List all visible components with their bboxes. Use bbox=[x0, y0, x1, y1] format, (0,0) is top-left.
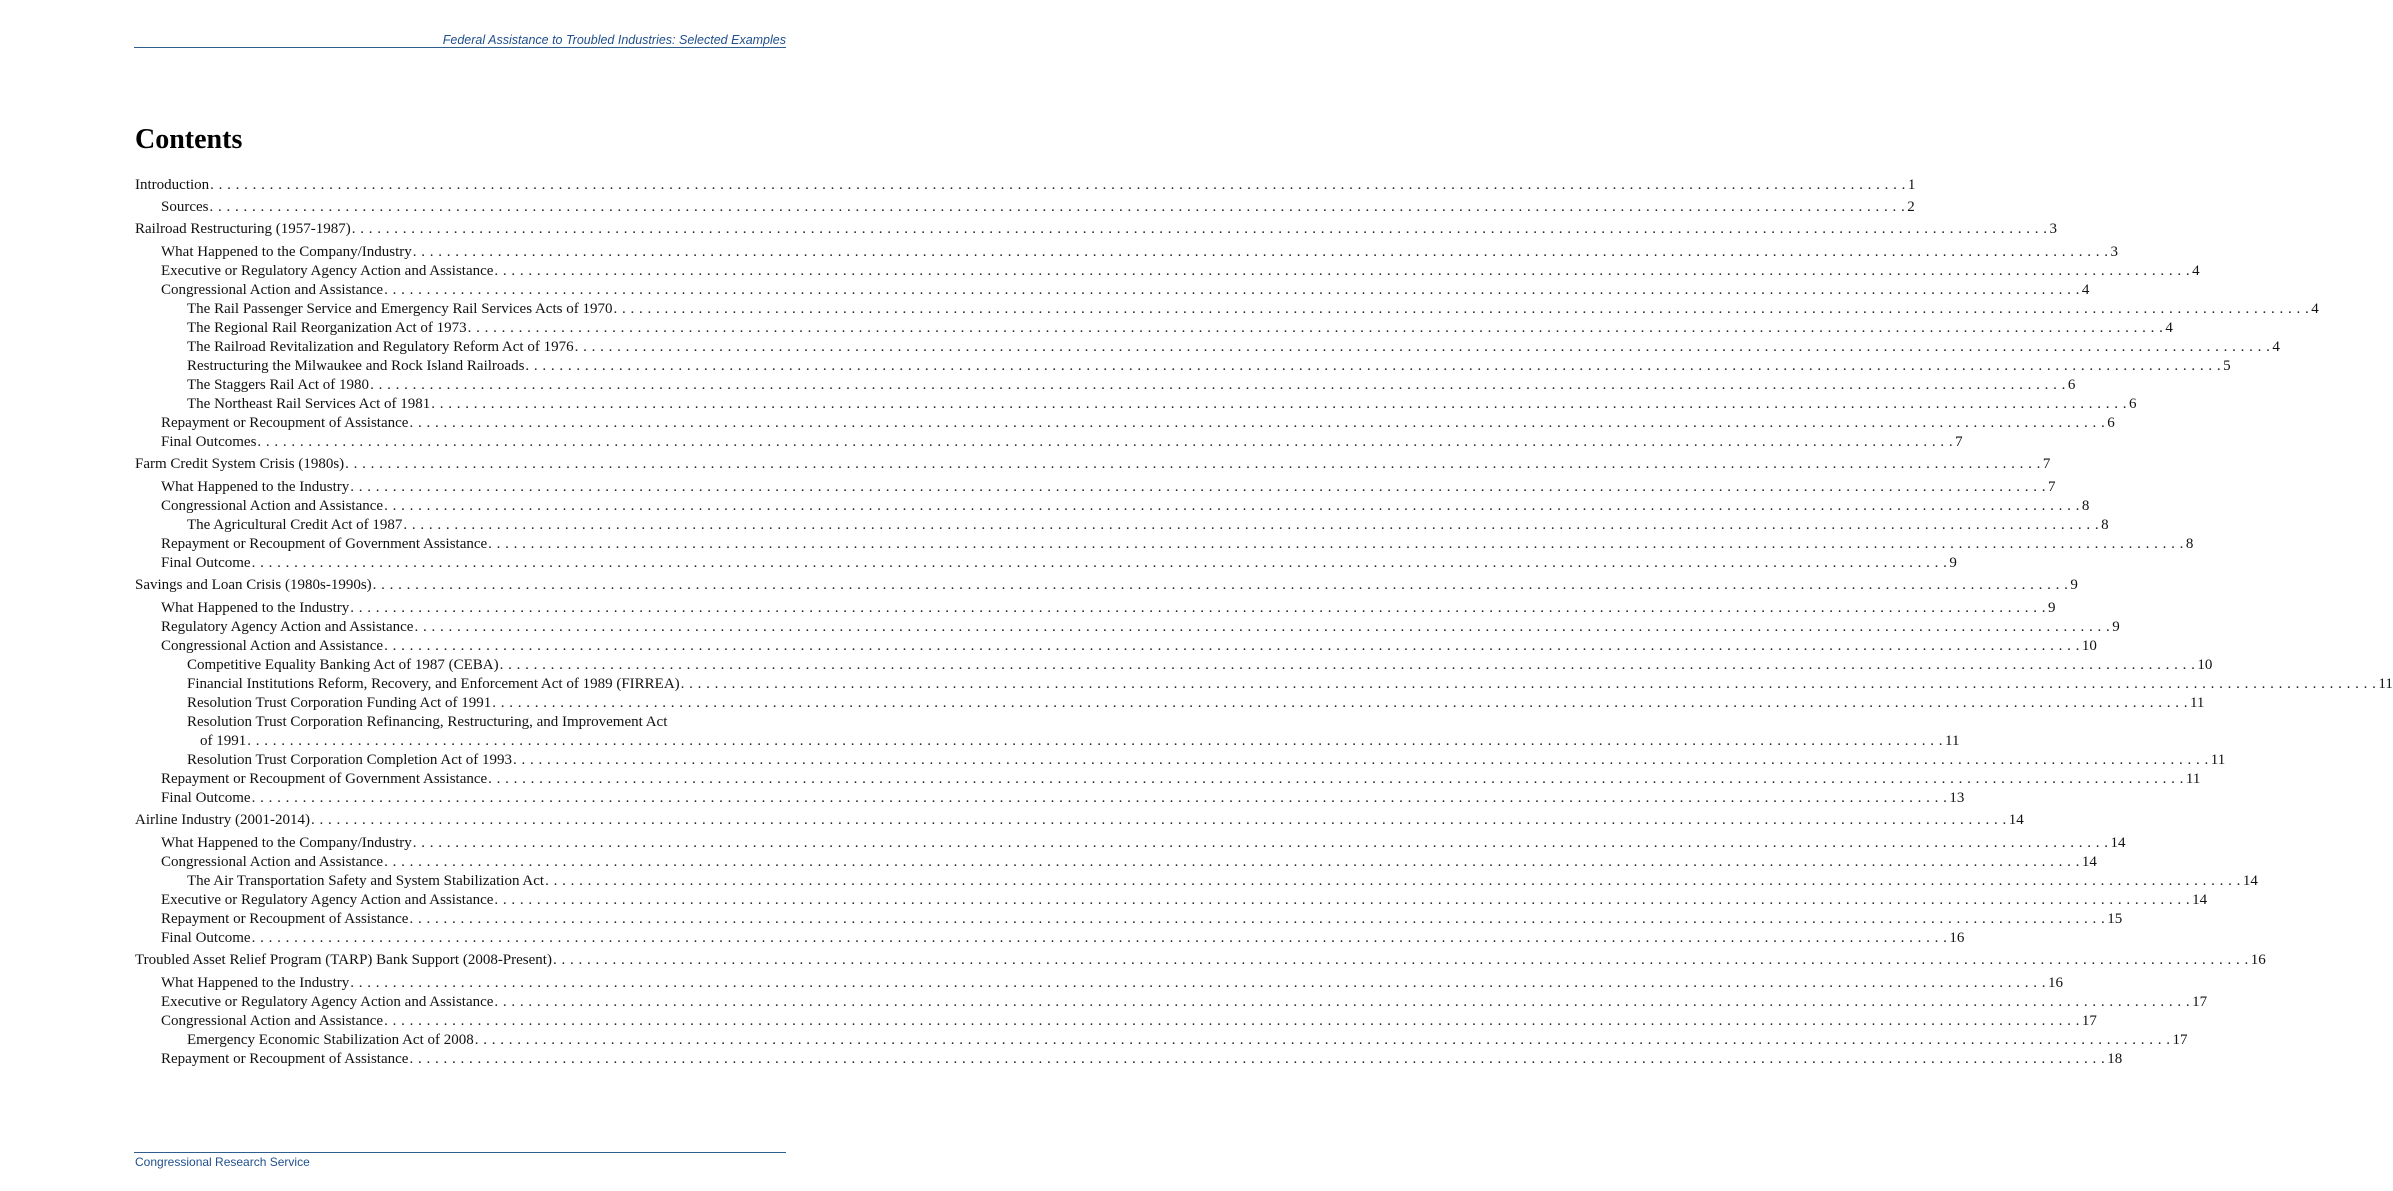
toc-entry-label: Resolution Trust Corporation Completion Act of 1993 bbox=[135, 752, 513, 769]
toc-entry-page-number: 16 bbox=[2250, 952, 2266, 968]
dot-leader: . . . . . . . . . . . . . . . . . . . . . . . . . . . . . . . . . . . . . . . . . . . . . . . . . . . . . . . . . . . . . . . . . . . . . . . . . . . . . . . . . . . . . . . . . . . . . . . . . . . . . . . . . . . . . . . . . . . . . . . . . . . . . . . . . . . . . . . . . . . . . . . . . . . . . . . . . . . . . . . . . . . . . . . . . . . . . . . . . . . . . . . . . . . . . . . . . . . . . . . . bbox=[384, 854, 2080, 870]
toc-entry[interactable] bbox=[135, 477, 2056, 496]
dot-leader: . . . . . . . . . . . . . . . . . . . . . . . . . . . . . . . . . . . . . . . . . . . . . . . . . . . . . . . . . . . . . . . . . . . . . . . . . . . . . . . . . . . . . . . . . . . . . . . . . . . . . . . . . . . . . . . . . . . . . . . . . . . . . . . . . . . . . . . . . . . . . . . . . . . . . . . . . . . . . . . . . . . . . . . . . . . . . . . . . . . . . . . . . . . . . . . . . . . . . . . . bbox=[499, 657, 2196, 673]
toc-entry-page-number: 4 bbox=[2081, 282, 2090, 298]
dot-leader: . . . . . . . . . . . . . . . . . . . . . . . . . . . . . . . . . . . . . . . . . . . . . . . . . . . . . . . . . . . . . . . . . . . . . . . . . . . . . . . . . . . . . . . . . . . . . . . . . . . . . . . . . . . . . . . . . . . . . . . . . . . . . . . . . . . . . . . . . . . . . . . . . . . . . . . . . . . . . . . . . . . . . . . . . . . . . . . . . . . . . . . . . . . . . . . . . . . . . . . . bbox=[350, 975, 2047, 991]
dot-leader: . . . . . . . . . . . . . . . . . . . . . . . . . . . . . . . . . . . . . . . . . . . . . . . . . . . . . . . . . . . . . . . . . . . . . . . . . . . . . . . . . . . . . . . . . . . . . . . . . . . . . . . . . . . . . . . . . . . . . . . . . . . . . . . . . . . . . . . . . . . . . . . . . . . . . . . . . . . . . . . . . . . . . . . . . . . . . . . . . . . . . . . . . . . . . . . . . . . . . . . . bbox=[384, 498, 2080, 514]
toc-entry-page-number: 8 bbox=[2081, 498, 2090, 514]
toc-entry-label: Resolution Trust Corporation Funding Act of 1991 bbox=[135, 695, 492, 712]
toc-entry-label: Repayment or Recoupment of Assistance bbox=[135, 415, 409, 432]
toc-entry[interactable] bbox=[135, 394, 2137, 413]
dot-leader: . . . . . . . . . . . . . . . . . . . . . . . . . . . . . . . . . . . . . . . . . . . . . . . . . . . . . . . . . . . . . . . . . . . . . . . . . . . . . . . . . . . . . . . . . . . . . . . . . . . . . . . . . . . . . . . . . . . . . . . . . . . . . . . . . . . . . . . . . . . . . . . . . . . . . . . . . . . . . . . . . . . . . . . . . . . . . . . . . . . . . . . . . . . . . . . . . . . . . . . . bbox=[409, 911, 2106, 927]
toc-entry-label: Troubled Asset Relief Program (TARP) Bank Support (2008-Present) bbox=[135, 952, 552, 968]
toc-entry-page-number: 17 bbox=[2081, 1013, 2097, 1029]
dot-leader: . . . . . . . . . . . . . . . . . . . . . . . . . . . . . . . . . . . . . . . . . . . . . . . . . . . . . . . . . . . . . . . . . . . . . . . . . . . . . . . . . . . . . . . . . . . . . . . . . . . . . . . . . . . . . . . . . . . . . . . . . . . . . . . . . . . . . . . . . . . . . . . . . . . . . . . . . . . . . . . . . . . . . . . . . . . . . . . . . . . . . . . . . . . . . . . . . . . . . . . . bbox=[384, 282, 2080, 298]
dot-leader: . . . . . . . . . . . . . . . . . . . . . . . . . . . . . . . . . . . . . . . . . . . . . . . . . . . . . . . . . . . . . . . . . . . . . . . . . . . . . . . . . . . . . . . . . . . . . . . . . . . . . . . . . . . . . . . . . . . . . . . . . . . . . . . . . . . . . . . . . . . . . . . . . . . . . . . . . . . . . . . . . . . . . . . . . . . . . . . . . . . . . . . . . . . . . . . . . . . . . . . . bbox=[414, 619, 2111, 635]
toc-entry-page-number: 4 bbox=[2311, 301, 2319, 317]
dot-leader: . . . . . . . . . . . . . . . . . . . . . . . . . . . . . . . . . . . . . . . . . . . . . . . . . . . . . . . . . . . . . . . . . . . . . . . . . . . . . . . . . . . . . . . . . . . . . . . . . . . . . . . . . . . . . . . . . . . . . . . . . . . . . . . . . . . . . . . . . . . . . . . . . . . . . . . . . . . . . . . . . . . . . . . . . . . . . . . . . . . . . . . . . . . . . . . . . . . . . . . . bbox=[412, 835, 2109, 851]
toc-entry[interactable] bbox=[135, 356, 2231, 375]
dot-leader: . . . . . . . . . . . . . . . . . . . . . . . . . . . . . . . . . . . . . . . . . . . . . . . . . . . . . . . . . . . . . . . . . . . . . . . . . . . . . . . . . . . . . . . . . . . . . . . . . . . . . . . . . . . . . . . . . . . . . . . . . . . . . . . . . . . . . . . . . . . . . . . . . . . . . . . . . . . . . . . . . . . . . . . . . . . . . . . . . . . . . . . . . . . . . . . . . . . . . . . . bbox=[513, 752, 2209, 768]
toc-entry[interactable] bbox=[135, 871, 2258, 890]
dot-leader: . . . . . . . . . . . . . . . . . . . . . . . . . . . . . . . . . . . . . . . . . . . . . . . . . . . . . . . . . . . . . . . . . . . . . . . . . . . . . . . . . . . . . . . . . . . . . . . . . . . . . . . . . . . . . . . . . . . . . . . . . . . . . . . . . . . . . . . . . . . . . . . . . . . . . . . . . . . . . . . . . . . . . . . . . . . . . . . . . . . . . . . . . . . . . . . . . . . . . . . . bbox=[552, 952, 2249, 968]
toc-entry[interactable] bbox=[135, 197, 1915, 216]
toc-entry-label: Repayment or Recoupment of Government Assistance bbox=[135, 536, 488, 553]
toc-entry-label: What Happened to the Company/Industry bbox=[135, 244, 413, 261]
toc-entry-label: Emergency Economic Stabilization Act of 2008 bbox=[135, 1032, 475, 1049]
toc-entry-page-number: 14 bbox=[2242, 873, 2258, 889]
dot-leader: . . . . . . . . . . . . . . . . . . . . . . . . . . . . . . . . . . . . . . . . . . . . . . . . . . . . . . . . . . . . . . . . . . . . . . . . . . . . . . . . . . . . . . . . . . . . . . . . . . . . . . . . . . . . . . . . . . . . . . . . . . . . . . . . . . . . . . . . . . . . . . . . . . . . . . . . . . . . . . . . . . . . . . . . . . . . . . . . . . . . . . . . . . . . . . . . . . . . . . . . bbox=[412, 244, 2109, 260]
toc-entry-page-number: 10 bbox=[2081, 638, 2097, 654]
toc-entry-label: Sources bbox=[135, 199, 210, 216]
dot-leader: . . . . . . . . . . . . . . . . . . . . . . . . . . . . . . . . . . . . . . . . . . . . . . . . . . . . . . . . . . . . . . . . . . . . . . . . . . . . . . . . . . . . . . . . . . . . . . . . . . . . . . . . . . . . . . . . . . . . . . . . . . . . . . . . . . . . . . . . . . . . . . . . . . . . . . . . . . . . . . . . . . . . . . . . . . . . . . . . . . . . . . . . . . . . . . . . . . . . . . . . bbox=[494, 892, 2191, 908]
toc-entry-label: Congressional Action and Assistance bbox=[135, 854, 384, 871]
dot-leader: . . . . . . . . . . . . . . . . . . . . . . . . . . . . . . . . . . . . . . . . . . . . . . . . . . . . . . . . . . . . . . . . . . . . . . . . . . . . . . . . . . . . . . . . . . . . . . . . . . . . . . . . . . . . . . . . . . . . . . . . . . . . . . . . . . . . . . . . . . . . . . . . . . . . . . . . . . . . . . . . . . . . . . . . . . . . . . . . . . . . . . . . . . . . . . . . . . . . . . . . bbox=[403, 517, 2100, 533]
toc-entry[interactable] bbox=[135, 175, 1916, 194]
header-rule bbox=[134, 47, 786, 48]
toc-entry[interactable] bbox=[135, 890, 2208, 909]
toc-entry-label: What Happened to the Industry bbox=[135, 600, 350, 617]
dot-leader: . . . . . . . . . . . . . . . . . . . . . . . . . . . . . . . . . . . . . . . . . . . . . . . . . . . . . . . . . . . . . . . . . . . . . . . . . . . . . . . . . . . . . . . . . . . . . . . . . . . . . . . . . . . . . . . . . . . . . . . . . . . . . . . . . . . . . . . . . . . . . . . . . . . . . . . . . . . . . . . . . . . . . . . . . . . . . . . . . . . . . . . . . . . . . . . . . . . . . . . . bbox=[494, 263, 2191, 279]
toc-entry[interactable] bbox=[135, 337, 2280, 356]
dot-leader: . . . . . . . . . . . . . . . . . . . . . . . . . . . . . . . . . . . . . . . . . . . . . . . . . . . . . . . . . . . . . . . . . . . . . . . . . . . . . . . . . . . . . . . . . . . . . . . . . . . . . . . . . . . . . . . . . . . . . . . . . . . . . . . . . . . . . . . . . . . . . . . . . . . . . . . . . . . . . . . . . . . . . . . . . . . . . . . . . . . . . . . . . . . . . . . . . . . . . . . . bbox=[251, 790, 1948, 806]
toc-entry[interactable] bbox=[135, 750, 2226, 769]
toc-entry-page-number: 17 bbox=[2172, 1032, 2188, 1048]
dot-leader: . . . . . . . . . . . . . . . . . . . . . . . . . . . . . . . . . . . . . . . . . . . . . . . . . . . . . . . . . . . . . . . . . . . . . . . . . . . . . . . . . . . . . . . . . . . . . . . . . . . . . . . . . . . . . . . . . . . . . . . . . . . . . . . . . . . . . . . . . . . . . . . . . . . . . . . . . . . . . . . . . . . . . . . . . . . . . . . . . . . . . . . . . . . . . . . . . . . . . . . . bbox=[488, 536, 2184, 552]
toc-entry[interactable] bbox=[135, 1049, 2123, 1068]
toc-entry-page-number: 7 bbox=[1955, 434, 1963, 450]
toc-entry[interactable] bbox=[135, 454, 2051, 473]
toc-entry-page-number: 16 bbox=[1949, 930, 1965, 946]
dot-leader: . . . . . . . . . . . . . . . . . . . . . . . . . . . . . . . . . . . . . . . . . . . . . . . . . . . . . . . . . . . . . . . . . . . . . . . . . . . . . . . . . . . . . . . . . . . . . . . . . . . . . . . . . . . . . . . . . . . . . . . . . . . . . . . . . . . . . . . . . . . . . . . . . . . . . . . . . . . . . . . . . . . . . . . . . . . . . . . . . . . . . . . . . . . . . . . . . . . . . . . . bbox=[431, 396, 2128, 412]
toc-entry-page-number: 18 bbox=[2107, 1051, 2123, 1067]
dot-leader: . . . . . . . . . . . . . . . . . . . . . . . . . . . . . . . . . . . . . . . . . . . . . . . . . . . . . . . . . . . . . . . . . . . . . . . . . . . . . . . . . . . . . . . . . . . . . . . . . . . . . . . . . . . . . . . . . . . . . . . . . . . . . . . . . . . . . . . . . . . . . . . . . . . . . . . . . . . . . . . . . . . . . . . . . . . . . . . . . . . . . . . . . . . . . . . . . . . . . . . . bbox=[310, 812, 2007, 828]
dot-leader: . . . . . . . . . . . . . . . . . . . . . . . . . . . . . . . . . . . . . . . . . . . . . . . . . . . . . . . . . . . . . . . . . . . . . . . . . . . . . . . . . . . . . . . . . . . . . . . . . . . . . . . . . . . . . . . . . . . . . . . . . . . . . . . . . . . . . . . . . . . . . . . . . . . . . . . . . . . . . . . . . . . . . . . . . . . . . . . . . . . . . . . . . . . . . . . . . . . . . . . . bbox=[350, 479, 2047, 495]
toc-entry-label: The Northeast Rail Services Act of 1981 bbox=[135, 396, 431, 413]
toc-entry-label: The Agricultural Credit Act of 1987 bbox=[135, 517, 403, 534]
toc-entry-page-number: 11 bbox=[2378, 676, 2393, 692]
toc-entry-label: The Rail Passenger Service and Emergency Rail Services Acts of 1970 bbox=[135, 301, 613, 318]
toc-entry[interactable] bbox=[135, 973, 2064, 992]
toc-entry-label: Final Outcome bbox=[135, 790, 252, 807]
toc-entry[interactable] bbox=[135, 515, 2109, 534]
toc-entry-label: Restructuring the Milwaukee and Rock Island Railroads bbox=[135, 358, 525, 375]
toc-entry-label: Savings and Loan Crisis (1980s-1990s) bbox=[135, 577, 372, 593]
toc-entry-label: Farm Credit System Crisis (1980s) bbox=[135, 456, 345, 472]
dot-leader: . . . . . . . . . . . . . . . . . . . . . . . . . . . . . . . . . . . . . . . . . . . . . . . . . . . . . . . . . . . . . . . . . . . . . . . . . . . . . . . . . . . . . . . . . . . . . . . . . . . . . . . . . . . . . . . . . . . . . . . . . . . . . . . . . . . . . . . . . . . . . . . . . . . . . . . . . . . . . . . . . . . . . . . . . . . . . . . . . . . . . . . . . . . . . . . . . . . . . . . . bbox=[345, 456, 2041, 472]
dot-leader: . . . . . . . . . . . . . . . . . . . . . . . . . . . . . . . . . . . . . . . . . . . . . . . . . . . . . . . . . . . . . . . . . . . . . . . . . . . . . . . . . . . . . . . . . . . . . . . . . . . . . . . . . . . . . . . . . . . . . . . . . . . . . . . . . . . . . . . . . . . . . . . . . . . . . . . . . . . . . . . . . . . . . . . . . . . . . . . . . . . . . . . . . . . . . . . . . . . . . . . . bbox=[574, 339, 2271, 355]
toc-entry-page-number: 11 bbox=[2210, 752, 2226, 768]
dot-leader: . . . . . . . . . . . . . . . . . . . . . . . . . . . . . . . . . . . . . . . . . . . . . . . . . . . . . . . . . . . . . . . . . . . . . . . . . . . . . . . . . . . . . . . . . . . . . . . . . . . . . . . . . . . . . . . . . . . . . . . . . . . . . . . . . . . . . . . . . . . . . . . . . . . . . . . . . . . . . . . . . . . . . . . . . . . . . . . . . . . . . . . . . . . . . . . . . . . . . . . . bbox=[545, 873, 2241, 889]
dot-leader: . . . . . . . . . . . . . . . . . . . . . . . . . . . . . . . . . . . . . . . . . . . . . . . . . . . . . . . . . . . . . . . . . . . . . . . . . . . . . . . . . . . . . . . . . . . . . . . . . . . . . . . . . . . . . . . . . . . . . . . . . . . . . . . . . . . . . . . . . . . . . . . . . . . . . . . . . . . . . . . . . . . . . . . . . . . . . . . . . . . . . . . . . . . . . . . . . . . . . . . . bbox=[384, 638, 2080, 654]
toc-entry-page-number: 3 bbox=[2049, 221, 2058, 237]
dot-leader: . . . . . . . . . . . . . . . . . . . . . . . . . . . . . . . . . . . . . . . . . . . . . . . . . . . . . . . . . . . . . . . . . . . . . . . . . . . . . . . . . . . . . . . . . . . . . . . . . . . . . . . . . . . . . . . . . . . . . . . . . . . . . . . . . . . . . . . . . . . . . . . . . . . . . . . . . . . . . . . . . . . . . . . . . . . . . . . . . . . . . . . . . . . . . . . . . . . . . . . . bbox=[251, 555, 1948, 571]
toc-entry-label: The Air Transportation Safety and System Stabilization Act bbox=[135, 873, 545, 890]
toc-entry-page-number: 6 bbox=[2067, 377, 2076, 393]
toc-entry-page-number: 13 bbox=[1949, 790, 1965, 806]
toc-entry-label: What Happened to the Company/Industry bbox=[135, 835, 413, 852]
toc-entry[interactable] bbox=[135, 617, 2120, 636]
toc-entry-label: Regulatory Agency Action and Assistance bbox=[135, 619, 414, 636]
toc-entry[interactable] bbox=[135, 833, 2126, 852]
toc-entry-label: Congressional Action and Assistance bbox=[135, 498, 384, 515]
toc-entry-label: Final Outcome bbox=[135, 555, 252, 572]
toc-entry[interactable] bbox=[135, 712, 785, 731]
dot-leader: . . . . . . . . . . . . . . . . . . . . . . . . . . . . . . . . . . . . . . . . . . . . . . . . . . . . . . . . . . . . . . . . . . . . . . . . . . . . . . . . . . . . . . . . . . . . . . . . . . . . . . . . . . . . . . . . . . . . . . . . . . . . . . . . . . . . . . . . . . . . . . . . . . . . . . . . . . . . . . . . . . . . . . . . . . . . . . . . . . . . . . . . . . . . . . . . . . . . . . . . bbox=[525, 358, 2222, 374]
toc-entry-label: The Railroad Revitalization and Regulatory Reform Act of 1976 bbox=[135, 339, 575, 356]
toc-entry-label: Airline Industry (2001-2014) bbox=[135, 812, 310, 828]
footer-rule bbox=[134, 1152, 786, 1153]
toc-entry-label: Resolution Trust Corporation Refinancing, Restructuring, and Improvement Act bbox=[135, 714, 668, 731]
toc-entry[interactable] bbox=[135, 788, 1965, 807]
toc-entry-page-number: 9 bbox=[2112, 619, 2120, 635]
toc-entry[interactable] bbox=[135, 674, 2393, 693]
toc-entry-page-number: 7 bbox=[2048, 479, 2056, 495]
dot-leader: . . . . . . . . . . . . . . . . . . . . . . . . . . . . . . . . . . . . . . . . . . . . . . . . . . . . . . . . . . . . . . . . . . . . . . . . . . . . . . . . . . . . . . . . . . . . . . . . . . . . . . . . . . . . . . . . . . . . . . . . . . . . . . . . . . . . . . . . . . . . . . . . . . . . . . . . . . . . . . . . . . . . . . . . . . . . . . . . . . . . . . . . . . . . . . . . . . . . . . . . bbox=[372, 577, 2069, 593]
toc-entry-page-number: 14 bbox=[2008, 812, 2024, 828]
toc-entry-label: Repayment or Recoupment of Assistance bbox=[135, 911, 409, 928]
dot-leader: . . . . . . . . . . . . . . . . . . . . . . . . . . . . . . . . . . . . . . . . . . . . . . . . . . . . . . . . . . . . . . . . . . . . . . . . . . . . . . . . . . . . . . . . . . . . . . . . . . . . . . . . . . . . . . . . . . . . . . . . . . . . . . . . . . . . . . . . . . . . . . . . . . . . . . . . . . . . . . . . . . . . . . . . . . . . . . . . . . . . . . . . . . . . . . . . . . . . . . . . bbox=[251, 930, 1948, 946]
toc-entry-label: Congressional Action and Assistance bbox=[135, 638, 384, 655]
toc-entry-page-number: 11 bbox=[2185, 771, 2201, 787]
toc-entry[interactable] bbox=[135, 909, 2123, 928]
toc-entry-page-number: 9 bbox=[1949, 555, 1957, 571]
footer-text: Congressional Research Service bbox=[135, 1155, 310, 1169]
toc-entry-page-number: 16 bbox=[2048, 975, 2064, 991]
toc-entry[interactable] bbox=[135, 1011, 2097, 1030]
toc-entry[interactable] bbox=[135, 575, 2078, 594]
toc-entry[interactable] bbox=[135, 992, 2208, 1011]
toc-entry-page-number: 6 bbox=[2107, 415, 2115, 431]
toc-entry[interactable] bbox=[135, 280, 2090, 299]
toc-entry-label: Repayment or Recoupment of Government Assistance bbox=[135, 771, 488, 788]
toc-entry-label: Competitive Equality Banking Act of 1987 (CEBA) bbox=[135, 657, 500, 674]
toc-entry-page-number: 14 bbox=[2192, 892, 2208, 908]
dot-leader: . . . . . . . . . . . . . . . . . . . . . . . . . . . . . . . . . . . . . . . . . . . . . . . . . . . . . . . . . . . . . . . . . . . . . . . . . . . . . . . . . . . . . . . . . . . . . . . . . . . . . . . . . . . . . . . . . . . . . . . . . . . . . . . . . . . . . . . . . . . . . . . . . . . . . . . . . . . . . . . . . . . . . . . . . . . . . . . . . . . . . . . . . . . . . . . . . . . . . . . . bbox=[494, 994, 2191, 1010]
toc-entry-page-number: 6 bbox=[2129, 396, 2137, 412]
dot-leader: . . . . . . . . . . . . . . . . . . . . . . . . . . . . . . . . . . . . . . . . . . . . . . . . . . . . . . . . . . . . . . . . . . . . . . . . . . . . . . . . . . . . . . . . . . . . . . . . . . . . . . . . . . . . . . . . . . . . . . . . . . . . . . . . . . . . . . . . . . . . . . . . . . . . . . . . . . . . . . . . . . . . . . . . . . . . . . . . . . . . . . . . . . . . . . . . . . . . . . . . bbox=[409, 1051, 2106, 1067]
toc-entry-page-number: 14 bbox=[2081, 854, 2097, 870]
toc-entry[interactable] bbox=[135, 636, 2097, 655]
toc-entry-label: Congressional Action and Assistance bbox=[135, 282, 384, 299]
toc-entry-label: What Happened to the Industry bbox=[135, 479, 350, 496]
toc-entry-page-number: 4 bbox=[2165, 320, 2173, 336]
toc-entry[interactable] bbox=[135, 413, 2115, 432]
toc-entry-label: of 1991 bbox=[135, 733, 247, 750]
toc-entry-page-number: 9 bbox=[2070, 577, 2078, 593]
toc-entry[interactable] bbox=[135, 731, 1960, 750]
toc-entry-page-number: 11 bbox=[2189, 695, 2205, 711]
toc-entry-page-number: 15 bbox=[2107, 911, 2123, 927]
dot-leader: . . . . . . . . . . . . . . . . . . . . . . . . . . . . . . . . . . . . . . . . . . . . . . . . . . . . . . . . . . . . . . . . . . . . . . . . . . . . . . . . . . . . . . . . . . . . . . . . . . . . . . . . . . . . . . . . . . . . . . . . . . . . . . . . . . . . . . . . . . . . . . . . . . . . . . . . . . . . . . . . . . . . . . . . . . . . . . . . . . . . . . . . . . . . . . . . . . . . . . . . bbox=[409, 415, 2106, 431]
dot-leader: . . . . . . . . . . . . . . . . . . . . . . . . . . . . . . . . . . . . . . . . . . . . . . . . . . . . . . . . . . . . . . . . . . . . . . . . . . . . . . . . . . . . . . . . . . . . . . . . . . . . . . . . . . . . . . . . . . . . . . . . . . . . . . . . . . . . . . . . . . . . . . . . . . . . . . . . . . . . . . . . . . . . . . . . . . . . . . . . . . . . . . . . . . . . . . . . . . . . . . . . bbox=[210, 177, 1906, 193]
dot-leader: . . . . . . . . . . . . . . . . . . . . . . . . . . . . . . . . . . . . . . . . . . . . . . . . . . . . . . . . . . . . . . . . . . . . . . . . . . . . . . . . . . . . . . . . . . . . . . . . . . . . . . . . . . . . . . . . . . . . . . . . . . . . . . . . . . . . . . . . . . . . . . . . . . . . . . . . . . . . . . . . . . . . . . . . . . . . . . . . . . . . . . . . . . . . . . . . . . . . . . . . bbox=[247, 733, 1943, 749]
toc-entry[interactable] bbox=[135, 375, 2076, 394]
toc-entry-label: Executive or Regulatory Agency Action and Assistance bbox=[135, 263, 494, 280]
dot-leader: . . . . . . . . . . . . . . . . . . . . . . . . . . . . . . . . . . . . . . . . . . . . . . . . . . . . . . . . . . . . . . . . . . . . . . . . . . . . . . . . . . . . . . . . . . . . . . . . . . . . . . . . . . . . . . . . . . . . . . . . . . . . . . . . . . . . . . . . . . . . . . . . . . . . . . . . . . . . . . . . . . . . . . . . . . . . . . . . . . . . . . . . . . . . . . . . . . . . . . . . bbox=[350, 600, 2047, 616]
toc-entry[interactable] bbox=[135, 655, 2213, 674]
dot-leader: . . . . . . . . . . . . . . . . . . . . . . . . . . . . . . . . . . . . . . . . . . . . . . . . . . . . . . . . . . . . . . . . . . . . . . . . . . . . . . . . . . . . . . . . . . . . . . . . . . . . . . . . . . . . . . . . . . . . . . . . . . . . . . . . . . . . . . . . . . . . . . . . . . . . . . . . . . . . . . . . . . . . . . . . . . . . . . . . . . . . . . . . . . . . . . . . . . . . . . . . bbox=[384, 1013, 2080, 1029]
toc-entry[interactable] bbox=[135, 534, 2194, 553]
toc-entry-page-number: 8 bbox=[2101, 517, 2109, 533]
dot-leader: . . . . . . . . . . . . . . . . . . . . . . . . . . . . . . . . . . . . . . . . . . . . . . . . . . . . . . . . . . . . . . . . . . . . . . . . . . . . . . . . . . . . . . . . . . . . . . . . . . . . . . . . . . . . . . . . . . . . . . . . . . . . . . . . . . . . . . . . . . . . . . . . . . . . . . . . . . . . . . . . . . . . . . . . . . . . . . . . . . . . . . . . . . . . . . . . . . . . . . . . bbox=[492, 695, 2188, 711]
toc-entry-label: Introduction bbox=[135, 177, 210, 193]
toc-entry[interactable] bbox=[135, 950, 2266, 969]
toc-entry-page-number: 1 bbox=[1907, 177, 1916, 193]
toc-entry-page-number: 5 bbox=[2223, 358, 2231, 374]
dot-leader: . . . . . . . . . . . . . . . . . . . . . . . . . . . . . . . . . . . . . . . . . . . . . . . . . . . . . . . . . . . . . . . . . . . . . . . . . . . . . . . . . . . . . . . . . . . . . . . . . . . . . . . . . . . . . . . . . . . . . . . . . . . . . . . . . . . . . . . . . . . . . . . . . . . . . . . . . . . . . . . . . . . . . . . . . . . . . . . . . . . . . . . . . . . . . . . . . . . . . . . . bbox=[209, 199, 1906, 215]
toc-entry-label: What Happened to the Industry bbox=[135, 975, 350, 992]
toc-entry[interactable] bbox=[135, 810, 2024, 829]
dot-leader: . . . . . . . . . . . . . . . . . . . . . . . . . . . . . . . . . . . . . . . . . . . . . . . . . . . . . . . . . . . . . . . . . . . . . . . . . . . . . . . . . . . . . . . . . . . . . . . . . . . . . . . . . . . . . . . . . . . . . . . . . . . . . . . . . . . . . . . . . . . . . . . . . . . . . . . . . . . . . . . . . . . . . . . . . . . . . . . . . . . . . . . . . . . . . . . . . . . . . . . . bbox=[257, 434, 1954, 450]
toc-entry-page-number: 8 bbox=[2185, 536, 2194, 552]
toc-entry-page-number: 10 bbox=[2197, 657, 2213, 673]
toc-entry-page-number: 11 bbox=[1945, 733, 1960, 749]
dot-leader: . . . . . . . . . . . . . . . . . . . . . . . . . . . . . . . . . . . . . . . . . . . . . . . . . . . . . . . . . . . . . . . . . . . . . . . . . . . . . . . . . . . . . . . . . . . . . . . . . . . . . . . . . . . . . . . . . . . . . . . . . . . . . . . . . . . . . . . . . . . . . . . . . . . . . . . . . . . . . . . . . . . . . . . . . . . . . . . . . . . . . . . . . . . . . . . . . . . . . . . . bbox=[351, 221, 2048, 237]
toc-entry-label: Final Outcome bbox=[135, 930, 252, 947]
dot-leader: . . . . . . . . . . . . . . . . . . . . . . . . . . . . . . . . . . . . . . . . . . . . . . . . . . . . . . . . . . . . . . . . . . . . . . . . . . . . . . . . . . . . . . . . . . . . . . . . . . . . . . . . . . . . . . . . . . . . . . . . . . . . . . . . . . . . . . . . . . . . . . . . . . . . . . . . . . . . . . . . . . . . . . . . . . . . . . . . . . . . . . . . . . . . . . . . . . . . . . . . bbox=[680, 676, 2377, 692]
toc-entry-label: Congressional Action and Assistance bbox=[135, 1013, 384, 1030]
toc-entry-label: Repayment or Recoupment of Assistance bbox=[135, 1051, 409, 1068]
dot-leader: . . . . . . . . . . . . . . . . . . . . . . . . . . . . . . . . . . . . . . . . . . . . . . . . . . . . . . . . . . . . . . . . . . . . . . . . . . . . . . . . . . . . . . . . . . . . . . . . . . . . . . . . . . . . . . . . . . . . . . . . . . . . . . . . . . . . . . . . . . . . . . . . . . . . . . . . . . . . . . . . . . . . . . . . . . . . . . . . . . . . . . . . . . . . . . . . . . . . . . . . bbox=[467, 320, 2164, 336]
page-title: Contents bbox=[135, 124, 243, 155]
toc-entry-label: Final Outcomes bbox=[135, 434, 257, 451]
toc-entry[interactable] bbox=[135, 928, 1965, 947]
dot-leader: . . . . . . . . . . . . . . . . . . . . . . . . . . . . . . . . . . . . . . . . . . . . . . . . . . . . . . . . . . . . . . . . . . . . . . . . . . . . . . . . . . . . . . . . . . . . . . . . . . . . . . . . . . . . . . . . . . . . . . . . . . . . . . . . . . . . . . . . . . . . . . . . . . . . . . . . . . . . . . . . . . . . . . . . . . . . . . . . . . . . . . . . . . . . . . . . . . . . . . . . bbox=[370, 377, 2066, 393]
toc-entry-label: The Staggers Rail Act of 1980 bbox=[135, 377, 370, 394]
toc-entry[interactable] bbox=[135, 318, 2173, 337]
toc-entry-page-number: 7 bbox=[2042, 456, 2051, 472]
toc-entry-label: Executive or Regulatory Agency Action and Assistance bbox=[135, 892, 494, 909]
dot-leader: . . . . . . . . . . . . . . . . . . . . . . . . . . . . . . . . . . . . . . . . . . . . . . . . . . . . . . . . . . . . . . . . . . . . . . . . . . . . . . . . . . . . . . . . . . . . . . . . . . . . . . . . . . . . . . . . . . . . . . . . . . . . . . . . . . . . . . . . . . . . . . . . . . . . . . . . . . . . . . . . . . . . . . . . . . . . . . . . . . . . . . . . . . . . . . . . . . . . . . . . bbox=[613, 301, 2310, 317]
toc-entry[interactable] bbox=[135, 598, 2056, 617]
toc-entry[interactable] bbox=[135, 852, 2097, 871]
toc-entry[interactable] bbox=[135, 1030, 2188, 1049]
toc-entry[interactable] bbox=[135, 769, 2201, 788]
toc-entry[interactable] bbox=[135, 261, 2200, 280]
toc-entry-page-number: 4 bbox=[2272, 339, 2280, 355]
dot-leader: . . . . . . . . . . . . . . . . . . . . . . . . . . . . . . . . . . . . . . . . . . . . . . . . . . . . . . . . . . . . . . . . . . . . . . . . . . . . . . . . . . . . . . . . . . . . . . . . . . . . . . . . . . . . . . . . . . . . . . . . . . . . . . . . . . . . . . . . . . . . . . . . . . . . . . . . . . . . . . . . . . . . . . . . . . . . . . . . . . . . . . . . . . . . . . . . . . . . . . . . bbox=[488, 771, 2184, 787]
toc-entry[interactable] bbox=[135, 432, 1963, 451]
running-header: Federal Assistance to Troubled Industries: Selected Examples bbox=[442, 33, 786, 47]
toc-entry-label: Executive or Regulatory Agency Action and Assistance bbox=[135, 994, 494, 1011]
toc-entry-page-number: 9 bbox=[2048, 600, 2056, 616]
toc-entry-label: The Regional Rail Reorganization Act of 1973 bbox=[135, 320, 468, 337]
toc-entry-page-number: 4 bbox=[2192, 263, 2200, 279]
toc-entry-page-number: 17 bbox=[2192, 994, 2208, 1010]
toc-entry[interactable] bbox=[135, 496, 2090, 515]
toc-entry-page-number: 14 bbox=[2110, 835, 2126, 851]
toc-entry[interactable] bbox=[135, 242, 2119, 261]
toc-entry-label: Railroad Restructuring (1957-1987) bbox=[135, 221, 351, 237]
toc-entry-page-number: 2 bbox=[1907, 199, 1915, 215]
toc-entry[interactable] bbox=[135, 553, 1957, 572]
toc-entry[interactable] bbox=[135, 299, 2319, 318]
dot-leader: . . . . . . . . . . . . . . . . . . . . . . . . . . . . . . . . . . . . . . . . . . . . . . . . . . . . . . . . . . . . . . . . . . . . . . . . . . . . . . . . . . . . . . . . . . . . . . . . . . . . . . . . . . . . . . . . . . . . . . . . . . . . . . . . . . . . . . . . . . . . . . . . . . . . . . . . . . . . . . . . . . . . . . . . . . . . . . . . . . . . . . . . . . . . . . . . . . . . . . . . bbox=[474, 1032, 2171, 1048]
toc-entry[interactable] bbox=[135, 219, 2058, 238]
toc-entry[interactable] bbox=[135, 693, 2205, 712]
toc-entry-page-number: 3 bbox=[2110, 244, 2119, 260]
toc-entry-label: Financial Institutions Reform, Recovery, and Enforcement Act of 1989 (FIRREA) bbox=[135, 676, 681, 693]
